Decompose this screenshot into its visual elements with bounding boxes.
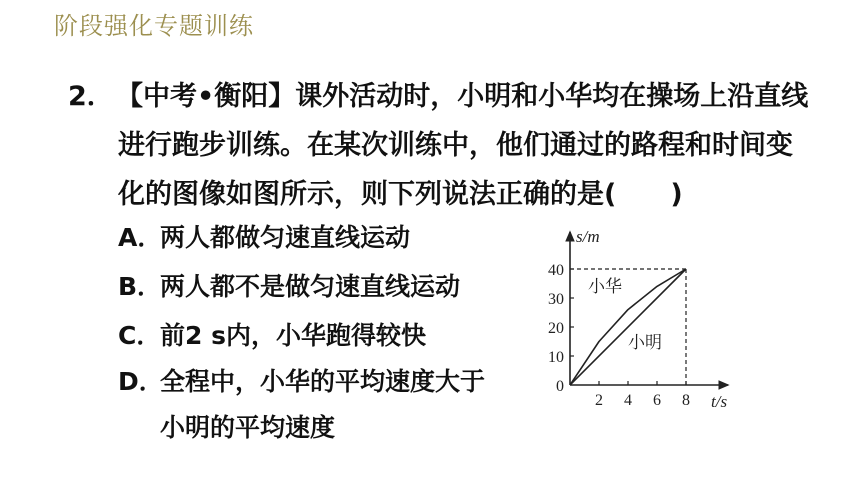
x-tick-label: 8 [682,392,690,409]
series-label-xiaohua: 小华 [588,277,622,296]
question-number: 2． [68,81,114,112]
series-label-xiaoming: 小明 [628,333,662,352]
option-d[interactable] [118,362,485,398]
question-line-3: 化的图像如图所示，则下列说法正确的是( ) [118,179,683,210]
y-tick-label: 30 [548,291,564,308]
option-b-text: 两人都不是做匀速直线运动 [160,272,461,301]
x-tick-label: 2 [595,392,603,409]
option-d-continuation: 小明的平均速度 [160,413,336,442]
question-line-1: 【中考•衡阳】课外活动时，小明和小华均在操场上沿直线 [116,81,809,112]
y-tick-label: 40 [548,262,564,279]
x-axis-label: t/s [711,392,728,411]
section-header: 阶段强化专题训练 [54,12,254,40]
option-c-text: 前2 s内，小华跑得较快 [160,321,426,350]
question-line-2: 进行跑步训练。在某次训练中，他们通过的路程和时间变 [118,130,793,161]
option-d-letter: D． [118,367,164,396]
option-a-text: 两人都做匀速直线运动 [160,223,411,252]
x-tick-label: 6 [653,392,661,409]
option-a-letter: A． [118,223,163,252]
x-tick-label: 4 [624,392,632,409]
y-axis-label: s/m [576,227,600,246]
option-c-letter: C． [118,321,162,350]
y-tick-label: 20 [548,320,564,337]
distance-time-graph [536,222,746,417]
option-c[interactable] [118,316,426,352]
option-b-letter: B． [118,272,163,301]
y-tick-label: 10 [548,349,564,366]
y-tick-label: 0 [556,378,564,395]
option-a[interactable] [118,218,410,254]
option-d-text: 全程中，小华的平均速度大于 [160,367,486,396]
option-b[interactable] [118,267,460,303]
